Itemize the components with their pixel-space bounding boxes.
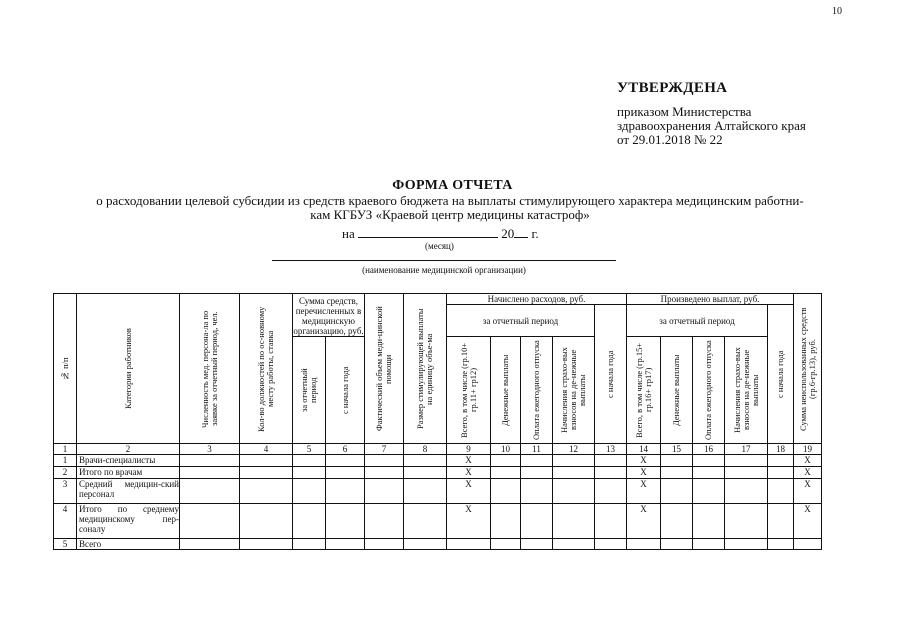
- not-applicable-cell: X: [794, 455, 822, 467]
- table-cell[interactable]: [293, 504, 326, 539]
- table-cell[interactable]: [491, 455, 521, 467]
- header-paid-group: Произведено выплат, руб.: [627, 294, 794, 305]
- table-row: [54, 455, 822, 467]
- not-applicable-cell: X: [794, 479, 822, 504]
- table-cell[interactable]: [725, 539, 768, 550]
- table-cell[interactable]: [365, 479, 404, 504]
- table-cell[interactable]: [553, 479, 595, 504]
- column-number: 1: [54, 444, 77, 455]
- header-paid-vacation: Оплата ежегодного отпуска: [693, 337, 725, 444]
- table-cell[interactable]: [693, 539, 725, 550]
- table-cell[interactable]: [768, 539, 794, 550]
- table-cell[interactable]: [553, 455, 595, 467]
- not-applicable-cell: X: [627, 479, 661, 504]
- date-prefix: на: [342, 226, 355, 241]
- header-incentive-rate: Размер стимулирующей выплаты на единицу объе-ма: [404, 294, 447, 444]
- column-number: 9: [447, 444, 491, 455]
- row-number: 5: [54, 539, 77, 550]
- row-category-label: Средний медицин-ский персонал: [77, 479, 180, 504]
- table-cell[interactable]: [365, 504, 404, 539]
- table-row: [54, 479, 822, 504]
- year-blank: [514, 225, 528, 238]
- header-accrued-insurance: Начисления страхо-вых взносов на де-нежные выплаты: [553, 337, 595, 444]
- table-cell[interactable]: [521, 467, 553, 479]
- table-cell[interactable]: [725, 479, 768, 504]
- table-cell[interactable]: [365, 539, 404, 550]
- table-cell[interactable]: [240, 504, 293, 539]
- table-cell[interactable]: [240, 467, 293, 479]
- month-caption: (месяц): [425, 241, 454, 251]
- table-cell[interactable]: [180, 467, 240, 479]
- header-paid-total: Всего, в том числе (гр.15+ гр.16+ гр17): [627, 337, 661, 444]
- row-number: 4: [54, 504, 77, 539]
- table-cell[interactable]: [661, 467, 693, 479]
- table-cell[interactable]: [491, 479, 521, 504]
- row-category-label: Врачи-специалисты: [77, 455, 180, 467]
- header-staff-count: Численность мед. персона-ла по заявке за отчетный период, чел.: [180, 294, 240, 444]
- header-paid-cash: Денежные выплаты: [661, 337, 693, 444]
- table-cell[interactable]: [180, 539, 240, 550]
- header-paid-ytd: с начала года: [768, 305, 794, 444]
- table-cell[interactable]: [595, 455, 627, 467]
- header-paid-insurance: Начисления страхо-вых взносов на де-нежные выплаты: [725, 337, 768, 444]
- column-number: 14: [627, 444, 661, 455]
- column-number: 15: [661, 444, 693, 455]
- form-subtitle-line1: о расходовании целевой субсидии из средств краевого бюджета на выплаты стимулирующего характера медицинским работни-: [96, 193, 804, 208]
- table-cell[interactable]: [768, 467, 794, 479]
- not-applicable-cell: X: [447, 455, 491, 467]
- table-cell[interactable]: [326, 467, 365, 479]
- table-row: [54, 504, 822, 539]
- table-cell[interactable]: [326, 504, 365, 539]
- header-accrued-total: Всего, в том числе (гр.10+ гр.11+ гр12): [447, 337, 491, 444]
- report-date-line: [342, 225, 539, 242]
- header-unused: Сумма неиспользованных средств (гр.6-гр.13), руб.: [794, 294, 822, 444]
- table-cell[interactable]: [553, 504, 595, 539]
- table-cell[interactable]: [491, 504, 521, 539]
- table-cell[interactable]: [180, 479, 240, 504]
- table-cell[interactable]: [725, 467, 768, 479]
- table-cell[interactable]: [326, 455, 365, 467]
- approval-line: приказом Министерства: [617, 104, 752, 119]
- row-category-label: Итого по врачам: [77, 467, 180, 479]
- row-category-label: Итого по среднему медицинскому пер-соналу: [77, 504, 180, 539]
- approval-title: УТВЕРЖДЕНА: [617, 80, 728, 96]
- table-cell[interactable]: [491, 467, 521, 479]
- form-title: ФОРМА ОТЧЕТА: [392, 178, 513, 193]
- table-cell[interactable]: [693, 479, 725, 504]
- table-cell[interactable]: [365, 455, 404, 467]
- header-positions: Кол-во должностей по ос-новному месту работы, ставка: [240, 294, 293, 444]
- table-cell[interactable]: [180, 455, 240, 467]
- table-cell[interactable]: [365, 467, 404, 479]
- table-cell[interactable]: [293, 479, 326, 504]
- table-cell[interactable]: [293, 467, 326, 479]
- table-cell[interactable]: [240, 455, 293, 467]
- table-cell[interactable]: [404, 539, 447, 550]
- table-cell[interactable]: [693, 504, 725, 539]
- header-num: № п/п: [54, 294, 77, 444]
- date-year: 20: [501, 226, 515, 241]
- not-applicable-cell: X: [794, 504, 822, 539]
- table-cell[interactable]: [521, 539, 553, 550]
- row-number: 3: [54, 479, 77, 504]
- header-accrued-ytd: с начала года: [595, 305, 627, 444]
- header-accrued-vacation: Оплата ежегодного отпуска: [521, 337, 553, 444]
- table-cell[interactable]: [404, 504, 447, 539]
- not-applicable-cell: X: [627, 504, 661, 539]
- header-accrued-cash: Денежные выплаты: [491, 337, 521, 444]
- date-suffix: г.: [531, 226, 539, 241]
- table-cell[interactable]: [661, 479, 693, 504]
- column-number: 3: [180, 444, 240, 455]
- header-accrued-group: Начислено расходов, руб.: [447, 294, 627, 305]
- header-category: Категории работников: [77, 294, 180, 444]
- not-applicable-cell: X: [447, 467, 491, 479]
- report-table: [53, 293, 822, 550]
- table-cell[interactable]: [768, 504, 794, 539]
- column-number: 10: [491, 444, 521, 455]
- column-number: 6: [326, 444, 365, 455]
- table-cell[interactable]: [595, 539, 627, 550]
- not-applicable-cell: X: [627, 467, 661, 479]
- column-number: 8: [404, 444, 447, 455]
- table-row: [54, 539, 822, 550]
- column-number: 18: [768, 444, 794, 455]
- table-cell[interactable]: [661, 455, 693, 467]
- header-sum-ytd: с начала года: [326, 337, 365, 444]
- column-number: 16: [693, 444, 725, 455]
- approval-line: здравоохранения Алтайского края: [617, 118, 806, 133]
- column-number: 17: [725, 444, 768, 455]
- not-applicable-cell: X: [447, 479, 491, 504]
- table-cell[interactable]: [553, 539, 595, 550]
- table-cell[interactable]: [491, 539, 521, 550]
- form-subtitle: [40, 194, 860, 222]
- table-cell[interactable]: [521, 455, 553, 467]
- table-cell[interactable]: [725, 504, 768, 539]
- column-number: 4: [240, 444, 293, 455]
- table-cell[interactable]: [661, 504, 693, 539]
- organization-blank-line: [272, 260, 616, 261]
- table-cell[interactable]: [240, 479, 293, 504]
- column-number-row: [54, 444, 822, 455]
- column-number: 13: [595, 444, 627, 455]
- header-paid-period: за отчетный период: [627, 305, 768, 337]
- table-cell[interactable]: [725, 455, 768, 467]
- table-cell[interactable]: [521, 504, 553, 539]
- page-number: 10: [832, 6, 842, 17]
- header-sum-group: Сумма средств, перечисленных в медицинскую организацию, руб.: [293, 294, 365, 337]
- table-cell[interactable]: [768, 479, 794, 504]
- column-number: 2: [77, 444, 180, 455]
- table-cell[interactable]: [240, 539, 293, 550]
- table-cell[interactable]: [595, 504, 627, 539]
- table-cell[interactable]: [180, 504, 240, 539]
- table-cell[interactable]: [595, 479, 627, 504]
- table-cell[interactable]: [768, 455, 794, 467]
- header-actual-volume: Фактический объем меди-цинской помощи: [365, 294, 404, 444]
- table-cell[interactable]: [661, 539, 693, 550]
- not-applicable-cell: X: [447, 504, 491, 539]
- row-category-label: Всего: [77, 539, 180, 550]
- header-sum-period: за отчетный период: [293, 337, 326, 444]
- table-cell[interactable]: [326, 539, 365, 550]
- form-subtitle-line2: кам КГБУЗ «Краевой центр медицины катастроф»: [310, 207, 590, 222]
- organization-caption: (наименование медицинской организации): [362, 265, 526, 275]
- column-number: 19: [794, 444, 822, 455]
- row-number: 2: [54, 467, 77, 479]
- table-cell[interactable]: [404, 479, 447, 504]
- table-cell[interactable]: [293, 539, 326, 550]
- column-number: 5: [293, 444, 326, 455]
- table-row: [54, 467, 822, 479]
- column-number: 11: [521, 444, 553, 455]
- approval-block: [617, 80, 806, 147]
- not-applicable-cell: X: [627, 455, 661, 467]
- table-cell[interactable]: [293, 455, 326, 467]
- table-cell[interactable]: [404, 467, 447, 479]
- not-applicable-cell: [794, 539, 822, 550]
- table-cell[interactable]: [693, 455, 725, 467]
- not-applicable-cell: [447, 539, 491, 550]
- table-cell[interactable]: [595, 467, 627, 479]
- not-applicable-cell: [627, 539, 661, 550]
- table-cell[interactable]: [693, 467, 725, 479]
- table-cell[interactable]: [521, 479, 553, 504]
- month-blank: [358, 225, 498, 238]
- table-cell[interactable]: [553, 467, 595, 479]
- header-accrued-period: за отчетный период: [447, 305, 595, 337]
- approval-line: от 29.01.2018 № 22: [617, 132, 723, 147]
- column-number: 12: [553, 444, 595, 455]
- table-cell[interactable]: [404, 455, 447, 467]
- table-cell[interactable]: [326, 479, 365, 504]
- row-number: 1: [54, 455, 77, 467]
- column-number: 7: [365, 444, 404, 455]
- not-applicable-cell: X: [794, 467, 822, 479]
